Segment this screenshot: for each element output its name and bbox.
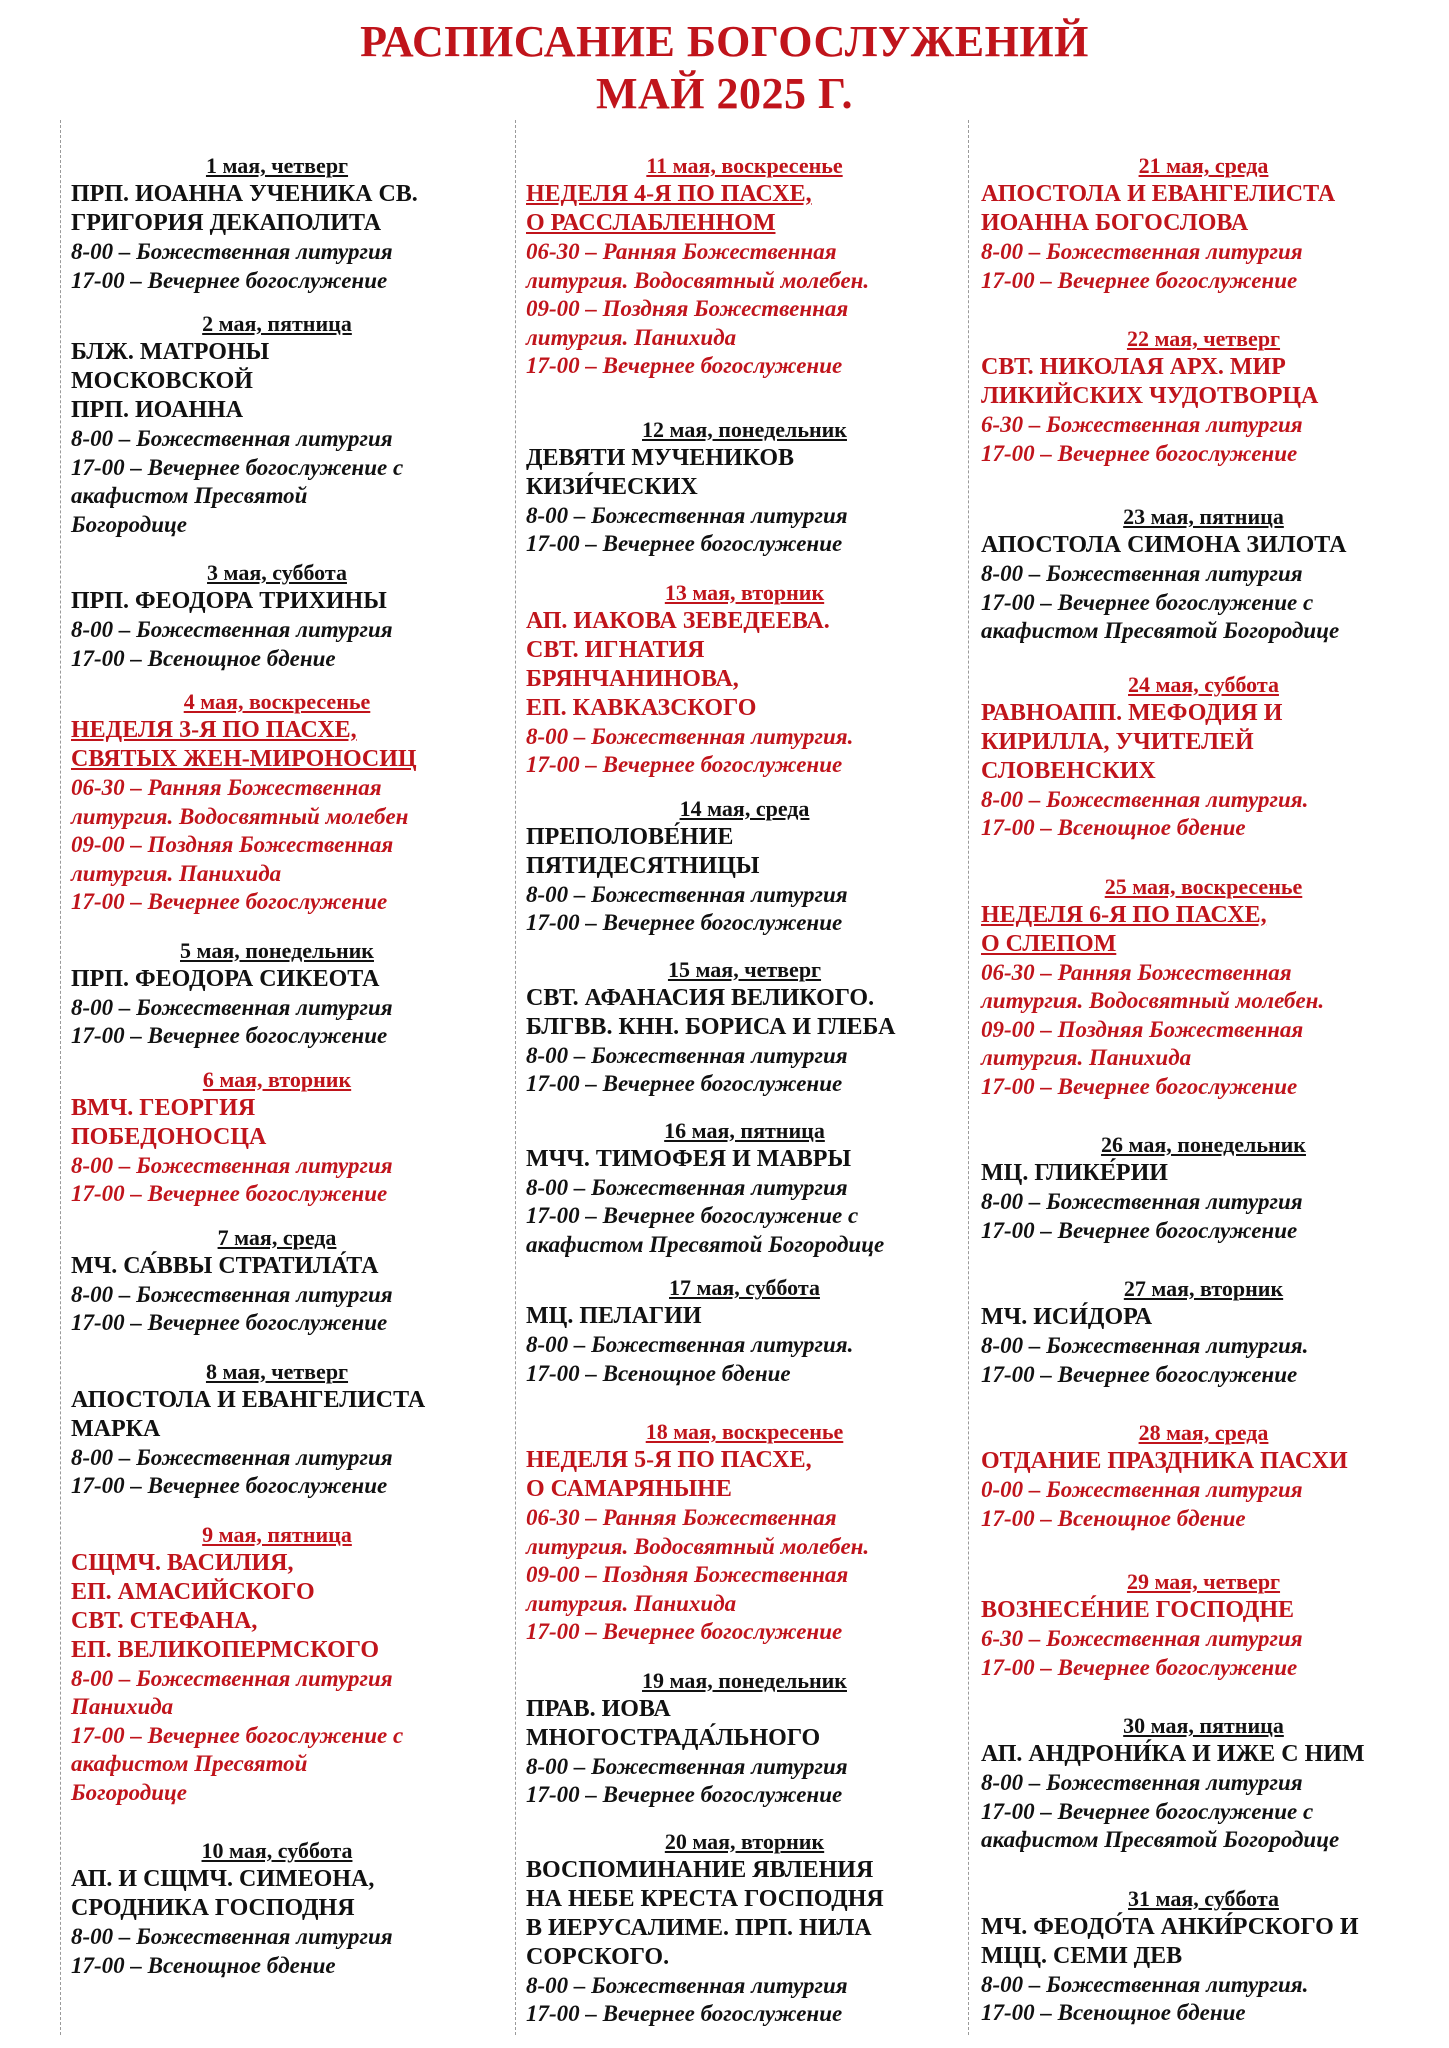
service-line: 17-00 – Всенощное бдение: [981, 2000, 1246, 2025]
service-line: 17-00 – Всенощное бдение: [981, 815, 1246, 840]
feast-name: ПРЕПОЛОВЕ́НИЕ: [526, 823, 734, 850]
feast-name: МЦ. ГЛИКЕ́РИИ: [981, 1160, 1168, 1186]
feast-name: БЛЖ. МАТРОНЫ: [71, 339, 270, 365]
service-line: 6-30 – Божественная литургия: [981, 412, 1303, 437]
service-line: 17-00 – Вечернее богослужение: [71, 1310, 388, 1335]
service-line: 17-00 – Вечернее богослужение: [526, 752, 843, 777]
service-line: акафистом Пресвятой: [71, 483, 308, 508]
service-line: литургия. Панихида: [526, 1590, 737, 1616]
service-line: 06-30 – Ранняя Божественная: [71, 775, 382, 800]
day-block: [71, 310, 483, 539]
day-date: 14 мая, среда: [679, 795, 810, 821]
feast-name: ОТДАНИЕ ПРАЗДНИКА ПАСХИ: [981, 1448, 1348, 1474]
service-line: 8-00 – Божественная литургия: [526, 502, 848, 528]
feast-name: СВТ. ИГНАТИЯ: [526, 636, 705, 663]
day-block: [71, 937, 483, 1051]
day-date: 6 мая, вторник: [202, 1066, 352, 1092]
service-line: 17-00 – Всенощное бдение: [71, 1952, 336, 1978]
service-line: 17-00 – Вечернее богослужение: [981, 440, 1298, 466]
service-line: 17-00 – Вечернее богослужение: [981, 267, 1298, 293]
feast-name: АПОСТОЛА И ЕВАНГЕЛИСТА: [981, 181, 1336, 207]
service-line: 17-00 – Вечернее богослужение: [981, 1361, 1298, 1387]
service-line: 17-00 – Вечернее богослужение: [981, 1073, 1298, 1099]
day-block: [526, 416, 963, 559]
service-line: акафистом Пресвятой Богородице: [981, 618, 1340, 643]
service-line: литургия. Водосвятный молебен.: [981, 988, 1325, 1013]
service-line: 8-00 – Божественная литургия: [71, 617, 393, 642]
day-block: [981, 325, 1426, 468]
feast-name: МЧ. СА́ВВЫ СТРАТИЛА́ТА: [71, 1252, 379, 1279]
service-line: 17-00 – Всенощное бдение: [526, 1360, 791, 1386]
service-line: акафистом Пресвятой Богородице: [526, 1231, 885, 1257]
service-line: 09-00 – Поздняя Божественная: [71, 832, 394, 857]
day-date: 16 мая, пятница: [664, 1117, 825, 1143]
feast-name: АПОСТОЛА И ЕВАНГЕЛИСТА: [71, 1386, 426, 1413]
day-block: [981, 1131, 1426, 1245]
service-line: акафистом Пресвятой Богородице: [981, 1827, 1340, 1852]
feast-name: СОРСКОГО.: [526, 1943, 670, 1970]
day-block: [526, 956, 963, 1099]
service-line: 8-00 – Божественная литургия.: [981, 1971, 1309, 1997]
day-date: 29 мая, четверг: [1126, 1569, 1281, 1594]
schedule-column-3: [981, 152, 1426, 2028]
day-block: [981, 503, 1426, 646]
feast-name: НЕДЕЛЯ 4-Я ПО ПАСХЕ,: [526, 181, 812, 207]
day-date: 24 мая, суббота: [1128, 671, 1279, 697]
feast-name: МЦЦ. СЕМИ ДЕВ: [981, 1942, 1183, 1969]
feast-name: СВТ. НИКОЛАЯ АРХ. МИР: [981, 354, 1286, 380]
feast-name: АП. АНДРОНИ́КА И ИЖЕ С НИМ: [981, 1741, 1365, 1767]
day-block: [526, 1828, 963, 2029]
day-date: 7 мая, среда: [217, 1224, 337, 1250]
service-line: 8-00 – Божественная литургия: [526, 1972, 848, 1998]
service-line: литургия. Водосвятный молебен.: [526, 267, 870, 293]
feast-name: В ИЕРУСАЛИМЕ. ПРП. НИЛА: [526, 1914, 872, 1941]
service-line: литургия. Водосвятный молебен: [71, 803, 409, 829]
feast-name: О САМАРЯНЫНЕ: [526, 1476, 732, 1502]
service-line: 8-00 – Божественная литургия.: [526, 723, 854, 749]
day-date: 3 мая, суббота: [207, 560, 347, 585]
day-date: 21 мая, среда: [1138, 153, 1269, 178]
column-divider: [515, 120, 516, 2035]
service-line: 8-00 – Божественная литургия: [526, 1042, 848, 1068]
service-line: 0-00 – Божественная литургия: [981, 1477, 1303, 1502]
service-line: 17-00 – Вечернее богослужение: [71, 1181, 388, 1206]
service-line: 8-00 – Божественная литургия: [526, 1753, 848, 1779]
day-date: 17 мая, суббота: [669, 1275, 820, 1300]
day-block: [526, 1274, 963, 1388]
page-title: [0, 16, 1449, 120]
day-date: 13 мая, вторник: [664, 579, 825, 605]
service-line: 17-00 – Вечернее богослужение с: [71, 454, 404, 480]
day-block: [526, 1418, 963, 1647]
service-line: 8-00 – Божественная литургия.: [526, 1332, 854, 1357]
service-line: 6-30 – Божественная литургия: [981, 1626, 1303, 1651]
day-block: [71, 1066, 483, 1209]
column-divider: [968, 120, 969, 2035]
day-date: 19 мая, понедельник: [642, 1667, 847, 1693]
column-divider: [60, 120, 61, 2035]
schedule-column-2: [526, 152, 963, 2029]
day-date: 2 мая, пятница: [202, 311, 352, 336]
service-line: 09-00 – Поздняя Божественная: [981, 1016, 1304, 1042]
feast-name: НЕДЕЛЯ 3-Я ПО ПАСХЕ,: [71, 717, 357, 743]
feast-name: ПОБЕДОНОСЦА: [71, 1123, 267, 1150]
feast-name: МЧЧ. ТИМОФЕЯ И МАВРЫ: [526, 1145, 852, 1172]
day-block: [981, 152, 1426, 295]
service-line: 17-00 – Вечернее богослужение с: [981, 1798, 1314, 1824]
feast-name: СВТ. СТЕФАНА,: [71, 1607, 258, 1634]
feast-name: СЩМЧ. ВАСИЛИЯ,: [71, 1549, 294, 1576]
day-date: 5 мая, понедельник: [180, 937, 374, 963]
service-line: 17-00 – Вечернее богослужение: [526, 353, 843, 378]
day-block: [71, 152, 483, 295]
feast-name: БЛГВВ. КНН. БОРИСА И ГЛЕБА: [526, 1013, 896, 1040]
day-block: [71, 1837, 483, 1980]
feast-name: ВОЗНЕСЕ́НИЕ ГОСПОДНЕ: [981, 1597, 1294, 1623]
service-line: 8-00 – Божественная литургия: [981, 561, 1303, 586]
day-date: 23 мая, пятница: [1123, 504, 1284, 529]
service-line: 17-00 – Вечернее богослужение: [526, 2001, 843, 2026]
title-line-1: РАСПИСАНИЕ БОГОСЛУЖЕНИЙ: [360, 17, 1089, 66]
feast-name: МЧ. ФЕОДО́ТА АНКИ́РСКОГО И: [981, 1913, 1359, 1940]
feast-name: ПРП. ИОАННА УЧЕНИКА СВ.: [71, 181, 418, 207]
day-block: [981, 873, 1426, 1102]
service-line: 06-30 – Ранняя Божественная: [526, 1505, 837, 1530]
feast-name: СРОДНИКА ГОСПОДНЯ: [71, 1895, 355, 1921]
day-block: [981, 1568, 1426, 1682]
feast-name: ЕП. КАВКАЗСКОГО: [526, 694, 757, 721]
service-line: 06-30 – Ранняя Божественная: [526, 239, 837, 264]
day-block: [981, 1712, 1426, 1855]
feast-name: ПЯТИДЕСЯТНИЦЫ: [526, 852, 760, 879]
day-date: 8 мая, четверг: [205, 1358, 349, 1384]
schedule-column-1: [71, 152, 483, 1980]
service-line: 8-00 – Божественная литургия: [526, 1174, 848, 1200]
feast-name: АП. И СЩМЧ. СИМЕОНА,: [71, 1866, 375, 1892]
feast-name: ЕП. ВЕЛИКОПЕРМСКОГО: [71, 1636, 380, 1663]
title-line-2: МАЙ 2025 Г.: [595, 69, 854, 118]
feast-name: КИЗИ́ЧЕСКИХ: [526, 473, 698, 500]
service-line: 8-00 – Божественная литургия: [71, 1152, 393, 1178]
service-line: 17-00 – Вечернее богослужение: [981, 1654, 1298, 1680]
day-block: [71, 559, 483, 673]
feast-name: ПРП. ИОАННА: [71, 397, 244, 423]
service-line: 17-00 – Вечернее богослужение с: [71, 1722, 404, 1748]
feast-name: О СЛЕПОМ: [981, 930, 1117, 957]
service-line: 17-00 – Вечернее богослужение: [71, 1023, 388, 1048]
day-date: 10 мая, суббота: [201, 1838, 353, 1863]
service-line: 17-00 – Вечернее богослужение с: [526, 1203, 859, 1228]
day-date: 1 мая, четверг: [205, 153, 349, 178]
service-line: Панихида: [71, 1694, 174, 1719]
feast-name: НЕДЕЛЯ 6-Я ПО ПАСХЕ,: [981, 901, 1267, 928]
feast-name: ЛИКИЙСКИХ ЧУДОТВОРЦА: [981, 383, 1319, 409]
day-block: [981, 671, 1426, 843]
day-block: [526, 152, 963, 381]
feast-name: КИРИЛЛА, УЧИТЕЛЕЙ: [981, 728, 1254, 755]
service-line: 8-00 – Божественная литургия: [981, 1189, 1303, 1214]
feast-name: ВОСПОМИНАНИЕ ЯВЛЕНИЯ: [526, 1856, 874, 1883]
service-line: 17-00 – Вечернее богослужение: [71, 1473, 388, 1498]
service-line: 17-00 – Вечернее богослужение: [526, 1782, 843, 1807]
service-line: 09-00 – Поздняя Божественная: [526, 1562, 849, 1587]
service-line: литургия. Панихида: [71, 860, 282, 886]
service-line: акафистом Пресвятой: [71, 1751, 308, 1776]
service-line: 17-00 – Вечернее богослужение: [526, 1619, 843, 1644]
feast-name: О РАССЛАБЛЕННОМ: [526, 210, 776, 236]
feast-name: СЛОВЕНСКИХ: [981, 757, 1156, 784]
day-block: [526, 579, 963, 780]
day-date: 22 мая, четверг: [1126, 326, 1281, 351]
feast-name: МЧ. ИСИ́ДОРА: [981, 1304, 1153, 1330]
feast-name: СВТ. АФАНАСИЯ ВЕЛИКОГО.: [526, 984, 875, 1011]
service-line: 09-00 – Поздняя Божественная: [526, 296, 849, 321]
service-line: 8-00 – Божественная литургия.: [981, 786, 1309, 812]
service-line: 8-00 – Божественная литургия: [71, 1444, 393, 1470]
service-line: 8-00 – Божественная литургия: [981, 239, 1303, 264]
feast-name: ГРИГОРИЯ ДЕКАПОЛИТА: [71, 210, 382, 236]
feast-name: МОСКОВСКОЙ: [71, 368, 253, 394]
day-date: 26 мая, понедельник: [1101, 1132, 1306, 1157]
day-date: 18 мая, воскресенье: [645, 1419, 844, 1444]
service-line: 8-00 – Божественная литургия: [71, 994, 393, 1020]
service-line: 17-00 – Вечернее богослужение: [526, 531, 843, 556]
service-line: 8-00 – Божественная литургия: [981, 1770, 1303, 1795]
service-line: 8-00 – Божественная литургия: [71, 1665, 393, 1691]
day-block: [981, 1275, 1426, 1389]
feast-name: МНОГОСТРАДА́ЛЬНОГО: [526, 1724, 821, 1751]
service-line: 17-00 – Вечернее богослужение с: [981, 589, 1314, 615]
feast-name: ДЕВЯТИ МУЧЕНИКОВ: [526, 444, 795, 471]
feast-name: АПОСТОЛА СИМОНА ЗИЛОТА: [981, 532, 1347, 558]
service-line: литургия. Водосвятный молебен.: [526, 1533, 870, 1559]
feast-name: МЦ. ПЕЛАГИИ: [526, 1303, 702, 1329]
service-line: 8-00 – Божественная литургия: [71, 1924, 393, 1949]
day-date: 4 мая, воскресенье: [183, 689, 371, 714]
feast-name: СВЯТЫХ ЖЕН-МИРОНОСИЦ: [71, 746, 417, 772]
service-line: 17-00 – Вечернее богослужение: [526, 910, 843, 935]
service-line: Богородице: [71, 1779, 187, 1805]
service-line: 8-00 – Божественная литургия: [71, 426, 393, 451]
feast-name: ИОАННА БОГОСЛОВА: [981, 210, 1249, 236]
service-line: 17-00 – Вечернее богослужение: [71, 889, 388, 914]
day-date: 9 мая, пятница: [202, 1521, 352, 1547]
day-block: [71, 688, 483, 917]
feast-name: НА НЕБЕ КРЕСТА ГОСПОДНЯ: [526, 1885, 884, 1912]
day-block: [981, 1885, 1426, 2028]
day-date: 15 мая, четверг: [667, 956, 822, 982]
day-date: 28 мая, среда: [1138, 1420, 1269, 1445]
day-block: [71, 1521, 483, 1808]
service-line: 06-30 – Ранняя Божественная: [981, 959, 1292, 985]
service-line: 17-00 – Вечернее богослужение: [526, 1071, 843, 1096]
feast-name: НЕДЕЛЯ 5-Я ПО ПАСХЕ,: [526, 1447, 812, 1473]
service-line: 8-00 – Божественная литургия.: [981, 1333, 1309, 1358]
feast-name: ВМЧ. ГЕОРГИЯ: [71, 1094, 256, 1121]
feast-name: ПРП. ФЕОДОРА СИКЕОТА: [71, 965, 380, 992]
day-block: [71, 1224, 483, 1338]
day-date: 25 мая, воскресенье: [1104, 873, 1303, 899]
day-block: [526, 795, 963, 938]
day-block: [526, 1117, 963, 1260]
service-line: литургия. Панихида: [526, 324, 737, 350]
day-date: 30 мая, пятница: [1123, 1713, 1284, 1738]
service-line: 8-00 – Божественная литургия: [526, 881, 848, 907]
service-line: 17-00 – Всенощное бдение: [981, 1505, 1246, 1531]
service-line: 8-00 – Божественная литургия: [71, 239, 393, 264]
day-block: [71, 1358, 483, 1501]
feast-name: БРЯНЧАНИНОВА,: [526, 665, 739, 692]
service-line: 17-00 – Вечернее богослужение: [71, 267, 388, 293]
day-date: 12 мая, понедельник: [642, 416, 847, 442]
feast-name: РАВНОАПП. МЕФОДИЯ И: [981, 699, 1283, 726]
service-line: литургия. Панихида: [981, 1045, 1192, 1070]
feast-name: ЕП. АМАСИЙСКОГО: [71, 1578, 315, 1605]
service-line: 8-00 – Божественная литургия: [71, 1281, 393, 1307]
service-line: Богородице: [71, 511, 187, 537]
day-date: 31 мая, суббота: [1128, 1885, 1279, 1911]
feast-name: ПРП. ФЕОДОРА ТРИХИНЫ: [71, 588, 387, 614]
day-date: 11 мая, воскресенье: [646, 153, 843, 178]
service-line: 17-00 – Вечернее богослужение: [981, 1217, 1298, 1243]
day-block: [526, 1667, 963, 1810]
day-date: 20 мая, вторник: [664, 1828, 825, 1854]
feast-name: ПРАВ. ИОВА: [526, 1695, 671, 1722]
feast-name: АП. ИАКОВА ЗЕВЕДЕЕВА.: [526, 607, 830, 634]
feast-name: МАРКА: [71, 1415, 161, 1442]
service-line: 17-00 – Всенощное бдение: [71, 645, 336, 671]
day-date: 27 мая, вторник: [1123, 1276, 1284, 1301]
day-block: [981, 1419, 1426, 1533]
